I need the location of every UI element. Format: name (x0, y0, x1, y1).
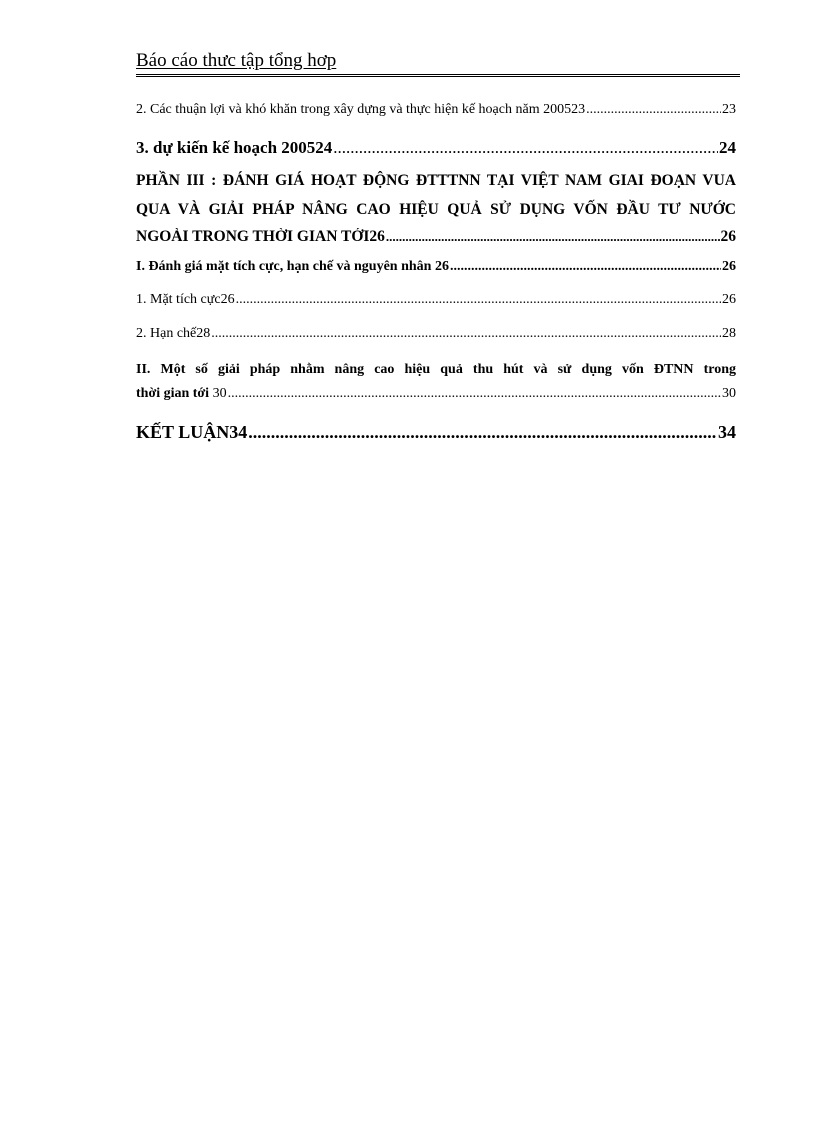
toc-leader-dots (248, 422, 717, 443)
toc-entry-text: 1. Mặt tích cực (136, 292, 221, 307)
toc-leader-dots (450, 259, 721, 275)
toc-leader-dots (333, 138, 718, 158)
toc-entry-page: 26 (720, 228, 736, 245)
page-header (136, 50, 740, 77)
toc-entry-section-1[interactable] (136, 259, 736, 275)
toc-entry-text: KẾT LUẬN (136, 422, 230, 442)
toc-leader-dots (211, 326, 721, 342)
toc-entry-phan-3[interactable] (136, 166, 736, 224)
toc-entry-page: 30 (722, 386, 736, 401)
toc-entry-text: NGOÀI TRONG THỜI GIAN TỚI (136, 228, 370, 245)
toc-entry-thuan-loi[interactable] (136, 102, 736, 118)
toc-entry-text-line-2: QUA VÀ GIẢI PHÁP NÂNG CAO HIỆU QUẢ SỬ DỤNG VỐN ĐẦU TƯ NƯỚC (136, 201, 736, 218)
toc-entry-section-2[interactable] (136, 355, 736, 384)
toc-entry-text: I. Đánh giá mặt tích cực, hạn chế và nguyên nhân (136, 259, 432, 274)
toc-entry-text-line-1: PHẦN III : ĐÁNH GIÁ HOẠT ĐỘNG ĐTTTNN TẠI VIỆT NAM GIAI ĐOẠN VUA (136, 172, 736, 189)
toc-entry-text: 3. dự kiến kế hoạch 2005 (136, 138, 316, 157)
toc-entry-page: 34 (718, 422, 736, 442)
toc-entry-page: 26 (722, 259, 736, 274)
toc-entry-phan-3-last-line[interactable] (136, 228, 736, 246)
toc-entry-page: 23 (722, 102, 736, 117)
header-title: Báo cáo thưc tập tổng hơp (136, 50, 337, 71)
toc-entry-inline-page: 23 (571, 102, 586, 117)
toc-entry-text: 2. Hạn chế (136, 326, 197, 341)
toc-entry-inline-page: 24 (315, 138, 333, 157)
toc-entry-page: 24 (719, 138, 736, 157)
toc-entry-section-2-last-line[interactable] (136, 386, 736, 402)
toc-entry-text-line-1: II. Một số giải pháp nhằm nâng cao hiệu quả thu hút và sử dụng vốn ĐTNN trong (136, 362, 736, 377)
toc-entry-inline-page: 34 (229, 422, 248, 442)
toc-entry-text: thời gian tới (136, 386, 210, 401)
toc-entry-text: 2. Các thuận lợi và khó khăn trong xây dựng và thực hiện kế hoạch năm 2005 (136, 102, 572, 117)
toc-leader-dots (236, 292, 721, 308)
toc-entry-tich-cuc[interactable] (136, 292, 736, 308)
toc-leader-dots (386, 229, 720, 245)
toc-entry-inline-page: 30 (212, 386, 227, 401)
toc-entry-inline-page: 26 (434, 259, 449, 274)
toc-entry-han-che[interactable] (136, 326, 736, 342)
toc-entry-inline-page: 26 (369, 228, 385, 245)
toc-entry-inline-page: 26 (220, 292, 235, 307)
toc-entry-page: 28 (722, 326, 736, 341)
toc-entry-inline-page: 28 (196, 326, 211, 341)
toc-leader-dots (228, 386, 721, 402)
toc-entry-ket-luan[interactable] (136, 422, 736, 443)
toc-entry-page: 26 (722, 292, 736, 307)
toc-entry-du-kien[interactable] (136, 138, 736, 158)
toc-leader-dots (586, 102, 721, 118)
